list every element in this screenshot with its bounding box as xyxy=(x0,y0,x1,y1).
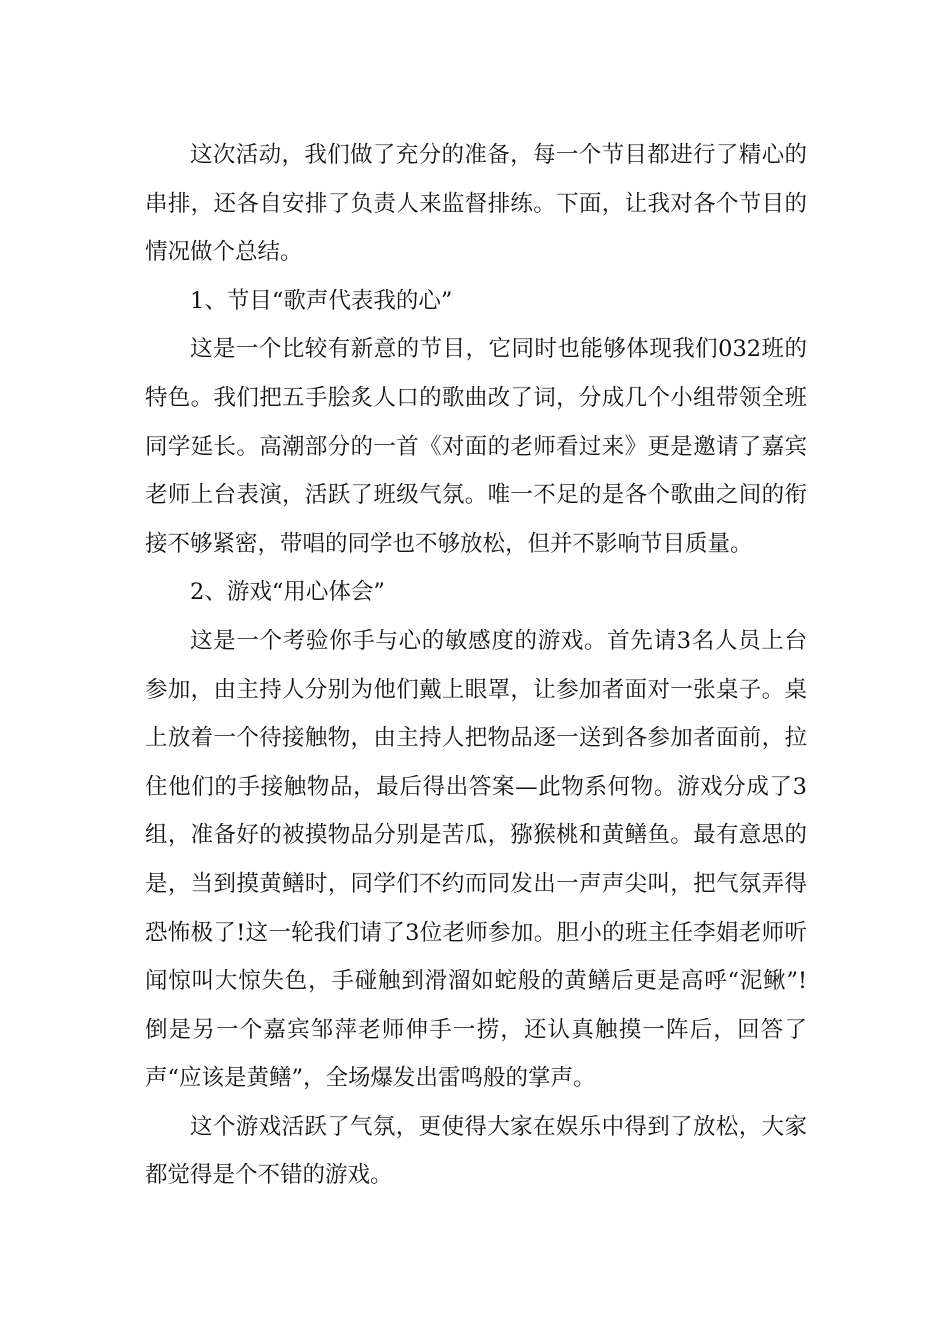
heading-program-1: 1、节目“歌声代表我的心” xyxy=(190,287,453,314)
paragraph-game-2: 这是一个考验你手与心的敏感度的游戏。首先请3名人员上台参加，由主持人分别为他们戴上眼罩，让参加者面对一张桌子。桌上放着一个待接触物，由主持人把物品逐一送到各参加者面前，拉住他们的手接触物品，最后得出答案—此物系何物。游戏分成了3组，准备好的被摸物品分别是苦瓜，猕猴桃和黄鳝鱼。最有意思的是，当到摸黄鳝时，同学们不约而同发出一声声尖叫，把气氛弄得恐怖极了!这一轮我们请了3位老师参加。胆小的班主任李娟老师听闻惊叫大惊失色，手碰触到滑溜如蛇般的黄鳝后更是高呼“泥鳅”!倒是另一个嘉宾邹萍老师伸手一捞，还认真触摸一阵后，回答了声“应该是黄鳝”，全场爆发出雷鸣般的掌声。 xyxy=(145,627,807,1092)
paragraph-conclusion: 这个游戏活跃了气氛，更使得大家在娱乐中得到了放松，大家都觉得是个不错的游戏。 xyxy=(145,1113,807,1189)
paragraph-intro: 这次活动，我们做了充分的准备，每一个节目都进行了精心的串排，还各自安排了负责人来监督排练。下面，让我对各个节目的情况做个总结。 xyxy=(145,142,807,266)
paragraph-program-1: 这是一个比较有新意的节目，它同时也能够体现我们032班的特色。我们把五手脍炙人口的歌曲改了词，分成几个小组带领全班同学延长。高潮部分的一首《对面的老师看过来》更是邀请了嘉宾老师上台表演，活跃了班级气氛。唯一不足的是各个歌曲之间的衔接不够紧密，带唱的同学也不够放松，但并不影响节目质量。 xyxy=(145,336,807,557)
heading-game-2: 2、游戏“用心体会” xyxy=(190,579,385,606)
document-body xyxy=(145,131,807,1200)
